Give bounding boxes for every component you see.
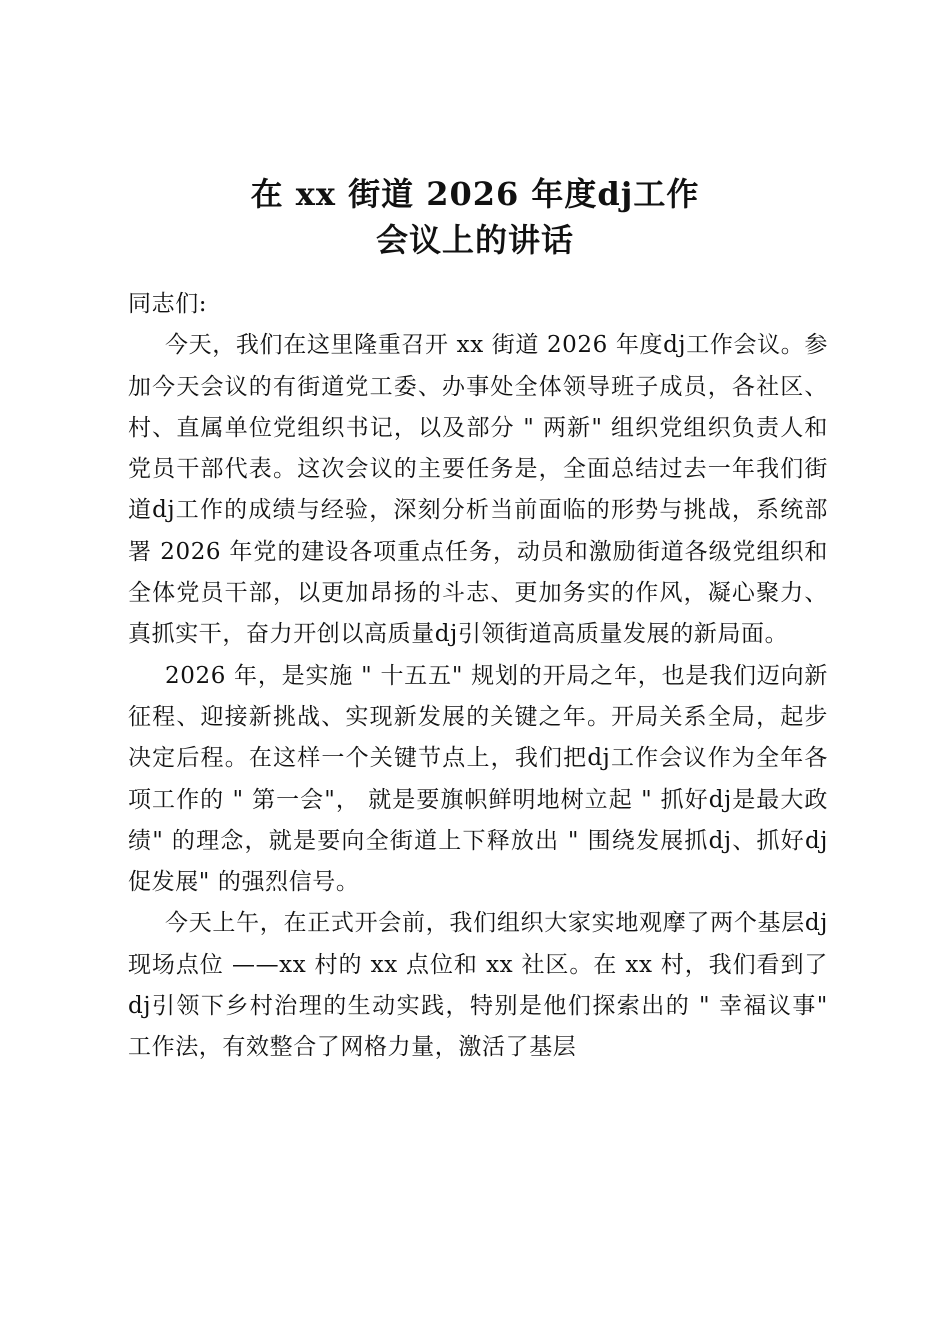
paragraph-opening: 今天，我们在这里隆重召开 xx 街道 2026 年度dj工作会议。参加今天会议的有街道党工委、办事处全体领导班子成员，各社区、村、直属单位党组织书记，以及部分 " 两新" 组织党组织负责人和党员干部代表。这次会议的主要任务是，全面总结过去一年我们街道dj工作的成绩与经验，深刻分析当前面临的形势与挑战，系统部署 2026 年党的建设各项重点任务，动员和激励街道各级党组织和全体党员干部，以更加昂扬的斗志、更加务实的作风，凝心聚力、真抓实干，奋力开创以高质量dj引领街道高质量发展的新局面。: [128, 332, 828, 648]
greeting: 同志们:: [128, 291, 208, 317]
document-title-line2: 会议上的讲话: [375, 221, 574, 259]
document-body: [128, 284, 828, 1069]
document-title-line1: 在 xx 街道 2026 年度dj工作: [250, 175, 700, 213]
paragraph-observation: 今天上午，在正式开会前，我们组织大家实地观摩了两个基层dj现场点位 ——xx 村的 xx 点位和 xx 社区。在 xx 村，我们看到了dj引领下乡村治理的生动实践，特别是他们探索出的 " 幸福议事" 工作法，有效整合了网格力量，激活了基层: [128, 910, 828, 1061]
paragraph-context: 2026 年，是实施 " 十五五" 规划的开局之年，也是我们迈向新征程、迎接新挑战、实现新发展的关键之年。开局关系全局，起步决定后程。在这样一个关键节点上，我们把dj工作会议作为全年各项工作的 " 第一会"， 就是要旗帜鲜明地树立起 " 抓好dj是最大政绩" 的理念，就是要向全街道上下释放出 " 围绕发展抓dj、抓好dj促发展" 的强烈信号。: [128, 662, 828, 896]
